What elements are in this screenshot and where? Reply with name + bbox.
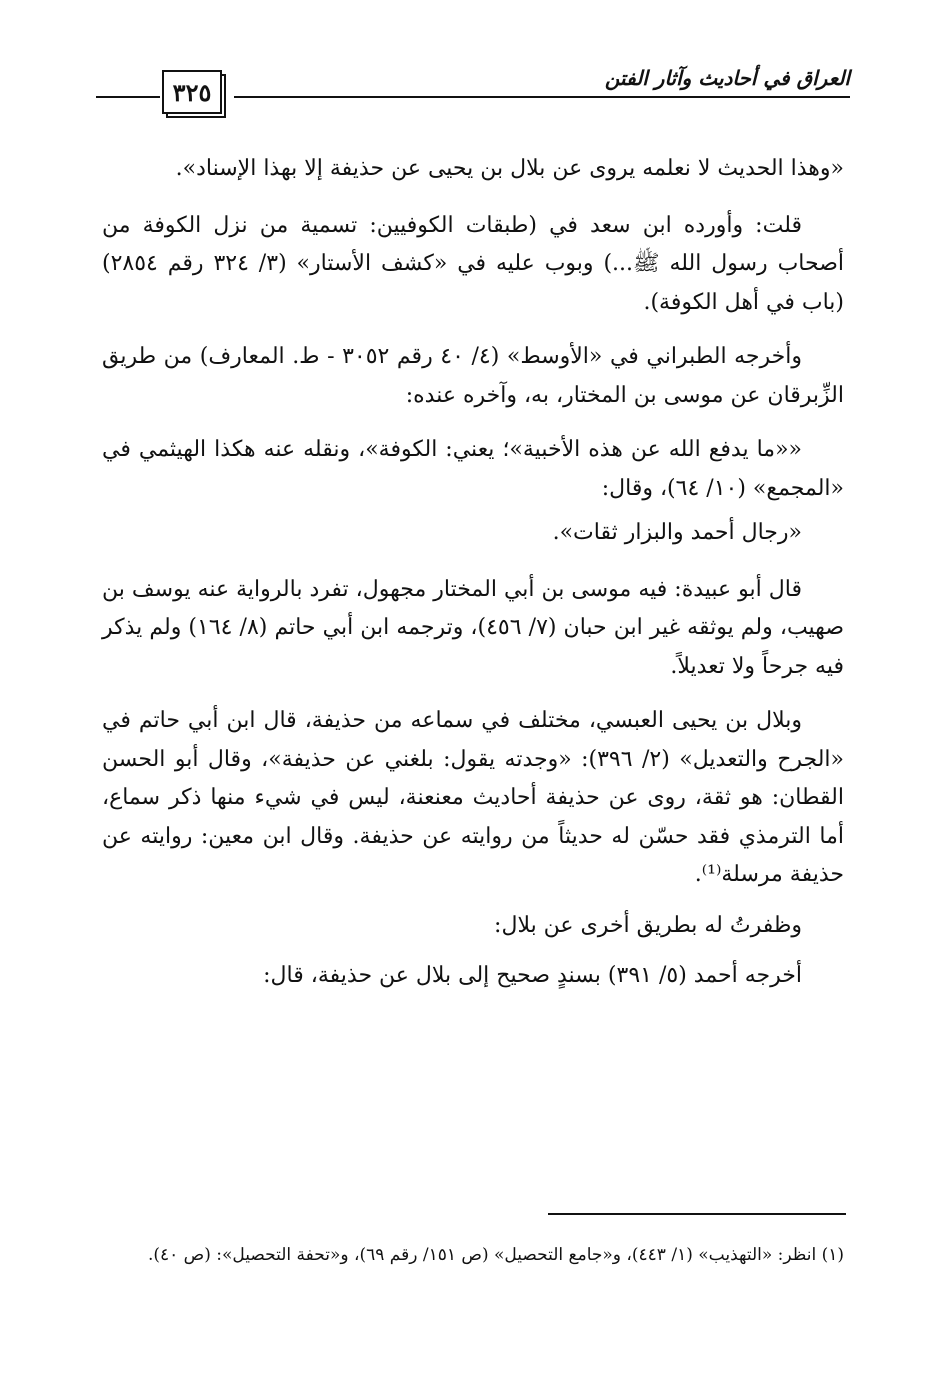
paragraph-rijal: «رجال أحمد والبزار ثقات». [552, 520, 802, 545]
paragraph-abu-ubaida: قال أبو عبيدة: فيه موسى بن أبي المختار مجهول، تفرد بالرواية عنه يوسف بن صهيب، ولم يوثقه غير ابن حبان (٧/ ٤٥٦)، وترجمه ابن أبي حاتم (٨/ ١٦٤) ولم يذكر فيه جرحاً ولا تعديلاً. [102, 576, 845, 679]
paragraph-ibn-saad: قلت: وأورده ابن سعد في (طبقات الكوفيين: تسمية من نزل الكوفة من أصحاب رسول الله ﷺ...) وبوب عليه في «كشف الأستار» (٣/ ٣٢٤ رقم ٢٨٥٤) (باب في أهل الكوفة). [102, 212, 844, 315]
header-rule-right [234, 96, 850, 98]
paragraph-tabarani: وأخرجه الطبراني في «الأوسط» (٤/ ٤٠ رقم ٣٠٥٢ - ط. المعارف) من طريق الزِّبرقان عن موسى بن المختار، به، وآخره عنده: [102, 344, 844, 408]
paragraph-another-route: وظفرتُ له بطريق أخرى عن بلال: [494, 912, 802, 938]
page-header [96, 58, 850, 128]
page-number: ٣٢٥ [162, 70, 222, 114]
page-number-box [162, 70, 226, 118]
footnote-1: (١) انظر: «التهذيب» (١/ ٤٤٣)، و«جامع التحصيل» (ص ١٥١/ رقم ٦٩)، و«تحفة التحصيل»: (ص ٤٠). [147, 1245, 844, 1265]
footnote-separator [548, 1213, 846, 1215]
paragraph-ahmad: أخرجه أحمد (٥/ ٣٩١) بسندٍ صحيح إلى بلال عن حذيفة، قال: [263, 963, 802, 988]
paragraph-bilal: وبلال بن يحيى العبسي، مختلف في سماعه من حذيفة، قال ابن أبي حاتم في «الجرح والتعديل» (٢/ ٣٩٦): «وجدته يقول: بلغني عن حذيفة»، وقال أبو الحسن القطان: هو ثقة، روى عن حذيفة أحاديث معنعنة، ليس في شيء منها ذكر سماع، أما الترمذي فقد حسّن له حديثاً من روايته عن حذيفة. وقال ابن معين: روايته عن حذيفة مرسلة⁽¹⁾. [102, 708, 845, 887]
running-book-title: العراق في أحاديث وآثار الفتن [597, 66, 850, 90]
header-rule-left [96, 96, 160, 98]
paragraph-kufa-quote: ««ما يدفع الله عن هذه الأخبية»؛ يعني: الكوفة»، ونقله عنه هكذا الهيثمي في «المجمع» (١٠/ ٦٤)، وقال: [102, 437, 844, 501]
paragraph-quote-isnad: «وهذا الحديث لا نعلمه يروى عن بلال بن يحيى عن حذيفة إلا بهذا الإسناد». [175, 156, 844, 181]
main-text [102, 150, 844, 1010]
